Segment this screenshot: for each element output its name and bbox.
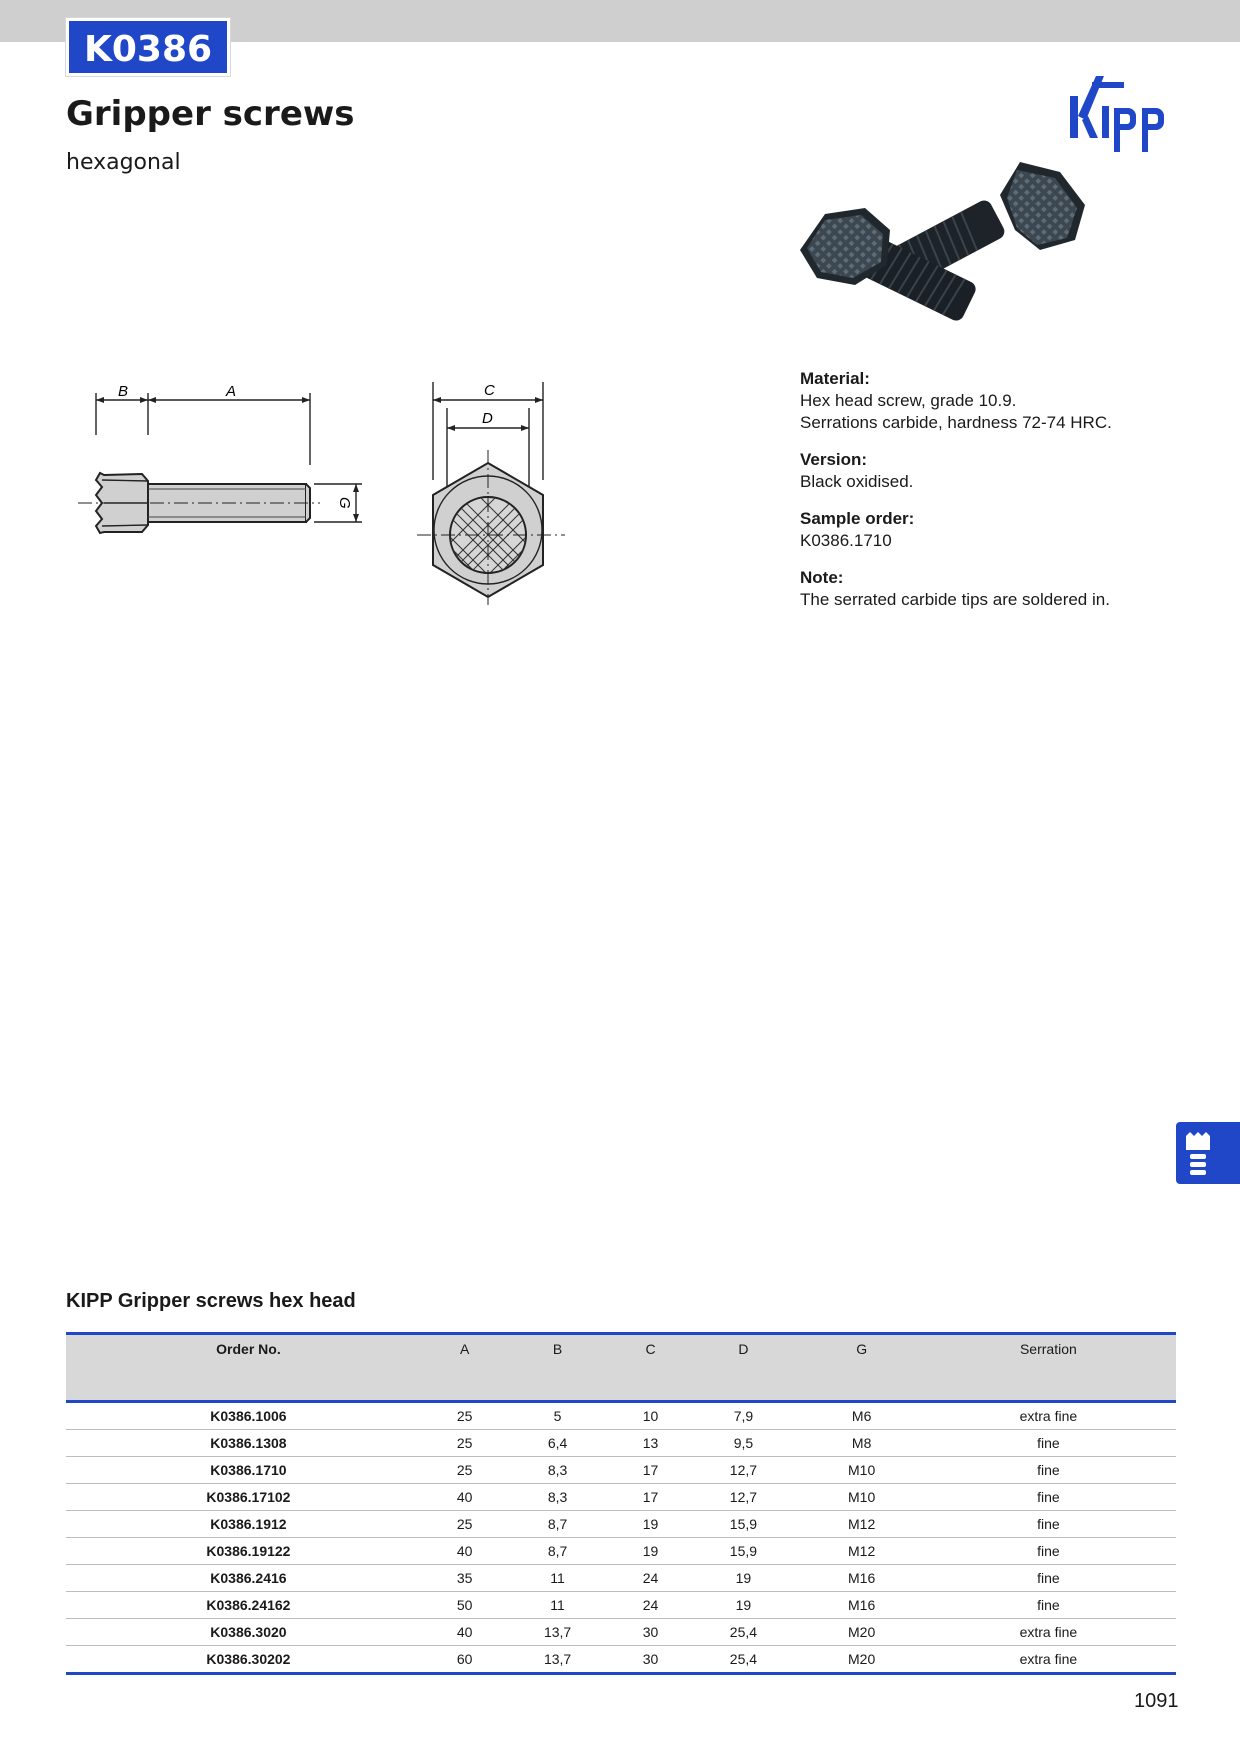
product-table [66, 1332, 1176, 1675]
cell-d: 15,9 [684, 1511, 802, 1538]
cell-a: 40 [431, 1484, 499, 1511]
cell-c: 19 [617, 1511, 685, 1538]
screw-icon [1176, 1122, 1240, 1184]
cell-order-no: K0386.30202 [66, 1646, 431, 1674]
cell-d: 25,4 [684, 1619, 802, 1646]
spec-material [800, 368, 1200, 434]
spec-line: Serrations carbide, hardness 72-74 HRC. [800, 413, 1112, 432]
category-tab[interactable] [1176, 1122, 1240, 1184]
column-header-c: C [617, 1334, 685, 1402]
cell-order-no: K0386.1912 [66, 1511, 431, 1538]
spec-label: Material: [800, 369, 870, 388]
cell-a: 25 [431, 1430, 499, 1457]
cell-c: 19 [617, 1538, 685, 1565]
cell-g: M10 [803, 1457, 921, 1484]
cell-c: 13 [617, 1430, 685, 1457]
table-row [66, 1511, 1176, 1538]
product-photo [795, 150, 1095, 350]
cell-b: 11 [498, 1565, 616, 1592]
column-header-order-no: Order No. [66, 1334, 431, 1402]
cell-order-no: K0386.2416 [66, 1565, 431, 1592]
spec-label: Version: [800, 450, 868, 469]
cell-serration: extra fine [921, 1646, 1176, 1674]
cell-c: 17 [617, 1484, 685, 1511]
cell-order-no: K0386.17102 [66, 1484, 431, 1511]
column-header-b: B [498, 1334, 616, 1402]
table-title: KIPP Gripper screws hex head [66, 1290, 356, 1312]
spec-line: The serrated carbide tips are soldered in. [800, 590, 1110, 609]
cell-b: 6,4 [498, 1430, 616, 1457]
column-header-g: G [803, 1334, 921, 1402]
cell-b: 8,7 [498, 1538, 616, 1565]
cell-b: 11 [498, 1592, 616, 1619]
cell-g: M20 [803, 1646, 921, 1674]
page-number: 1091 [1134, 1690, 1179, 1712]
cell-order-no: K0386.24162 [66, 1592, 431, 1619]
table-row [66, 1484, 1176, 1511]
dimension-label-b: B [118, 385, 129, 400]
side-view-drawing [70, 385, 370, 615]
spec-line: Black oxidised. [800, 472, 914, 491]
cell-serration: fine [921, 1538, 1176, 1565]
cell-a: 25 [431, 1511, 499, 1538]
cell-c: 30 [617, 1619, 685, 1646]
table-header-row [66, 1334, 1176, 1402]
cell-a: 40 [431, 1538, 499, 1565]
spec-label: Note: [800, 568, 844, 587]
cell-c: 24 [617, 1565, 685, 1592]
table-row [66, 1646, 1176, 1674]
cell-g: M12 [803, 1538, 921, 1565]
spec-note [800, 567, 1200, 611]
cell-order-no: K0386.1710 [66, 1457, 431, 1484]
cell-serration: fine [921, 1430, 1176, 1457]
dimension-label-g: G [336, 497, 353, 509]
product-code-badge: K0386 [66, 18, 230, 76]
cell-serration: extra fine [921, 1619, 1176, 1646]
cell-g: M10 [803, 1484, 921, 1511]
cell-g: M6 [803, 1402, 921, 1430]
page-subtitle: hexagonal [66, 150, 181, 175]
cell-serration: fine [921, 1457, 1176, 1484]
spec-line: Hex head screw, grade 10.9. [800, 391, 1017, 410]
cell-c: 10 [617, 1402, 685, 1430]
spec-sample-order [800, 508, 1200, 552]
cell-g: M8 [803, 1430, 921, 1457]
cell-serration: fine [921, 1592, 1176, 1619]
cell-serration: fine [921, 1511, 1176, 1538]
cell-b: 5 [498, 1402, 616, 1430]
cell-d: 19 [684, 1592, 802, 1619]
spec-line: K0386.1710 [800, 531, 892, 550]
cell-b: 13,7 [498, 1646, 616, 1674]
cell-b: 8,3 [498, 1484, 616, 1511]
cell-d: 25,4 [684, 1646, 802, 1674]
table-row [66, 1565, 1176, 1592]
cell-c: 30 [617, 1646, 685, 1674]
cell-b: 8,3 [498, 1457, 616, 1484]
spec-label: Sample order: [800, 509, 915, 528]
front-view-drawing [405, 380, 585, 610]
spec-version [800, 449, 1200, 493]
cell-b: 13,7 [498, 1619, 616, 1646]
cell-a: 25 [431, 1457, 499, 1484]
cell-order-no: K0386.3020 [66, 1619, 431, 1646]
cell-g: M20 [803, 1619, 921, 1646]
column-header-a: A [431, 1334, 499, 1402]
cell-order-no: K0386.1006 [66, 1402, 431, 1430]
table-row [66, 1457, 1176, 1484]
cell-c: 24 [617, 1592, 685, 1619]
dimension-label-d: D [482, 410, 493, 427]
cell-d: 7,9 [684, 1402, 802, 1430]
cell-a: 50 [431, 1592, 499, 1619]
dimension-label-a: A [226, 385, 237, 400]
cell-d: 19 [684, 1565, 802, 1592]
cell-a: 60 [431, 1646, 499, 1674]
dimension-label-c: C [484, 382, 495, 399]
cell-serration: fine [921, 1484, 1176, 1511]
cell-a: 40 [431, 1619, 499, 1646]
table-row [66, 1430, 1176, 1457]
column-header-serration: Serration [921, 1334, 1176, 1402]
cell-d: 15,9 [684, 1538, 802, 1565]
column-header-d: D [684, 1334, 802, 1402]
cell-serration: extra fine [921, 1402, 1176, 1430]
page-title: Gripper screws [66, 94, 355, 134]
table-row [66, 1538, 1176, 1565]
cell-d: 12,7 [684, 1457, 802, 1484]
cell-serration: fine [921, 1565, 1176, 1592]
cell-g: M16 [803, 1565, 921, 1592]
cell-a: 35 [431, 1565, 499, 1592]
table-row [66, 1592, 1176, 1619]
cell-b: 8,7 [498, 1511, 616, 1538]
cell-g: M12 [803, 1511, 921, 1538]
cell-order-no: K0386.19122 [66, 1538, 431, 1565]
cell-a: 25 [431, 1402, 499, 1430]
kipp-logo [1068, 76, 1180, 158]
cell-g: M16 [803, 1592, 921, 1619]
table-row [66, 1402, 1176, 1430]
cell-d: 9,5 [684, 1430, 802, 1457]
cell-d: 12,7 [684, 1484, 802, 1511]
specifications [800, 368, 1200, 626]
table-row [66, 1619, 1176, 1646]
cell-order-no: K0386.1308 [66, 1430, 431, 1457]
cell-c: 17 [617, 1457, 685, 1484]
